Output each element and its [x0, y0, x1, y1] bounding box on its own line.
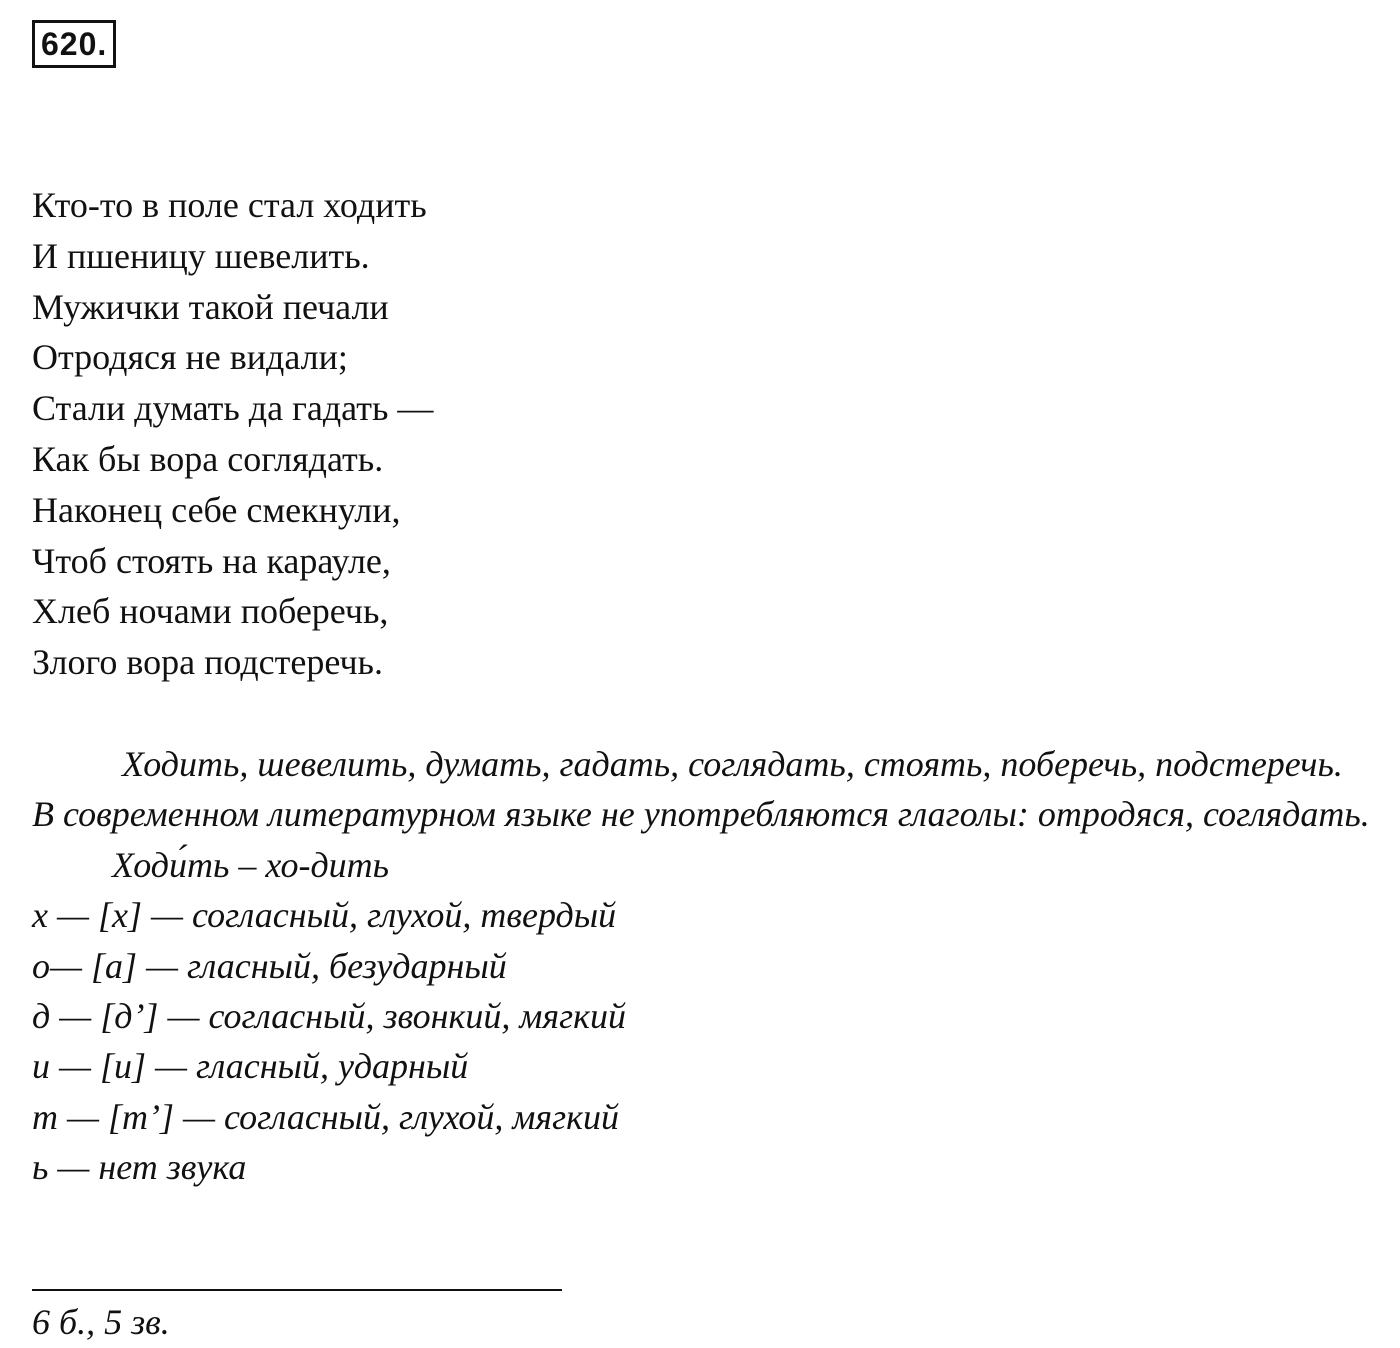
- phonetic-analysis-line: о— [а] — гласный, безударный: [32, 945, 507, 986]
- poem-line: Кто-то в поле стал ходить: [32, 185, 427, 225]
- poem-line: И пшеницу шевелить.: [32, 235, 370, 276]
- phonetic-analysis-line: и — [и] — гласный, ударный: [32, 1046, 469, 1087]
- phonetic-analysis-line: ь — нет звука: [32, 1147, 247, 1188]
- poem: [32, 180, 1372, 688]
- answer-paragraph: Ходить, шевелить, думать, гадать, соглядать, стоять, поберечь, подстеречь. В современном литературном языке не употребляются глаголы: отродяся, соглядать.: [32, 744, 1370, 835]
- poem-line: Хлеб ночами поберечь,: [32, 591, 389, 632]
- poem-line: Наконец себе смекнули,: [32, 489, 401, 530]
- phonetic-analysis-line: д — [д’] — согласный, звонкий, мягкий: [32, 996, 626, 1037]
- poem-line: Отродяся не видали;: [32, 337, 348, 378]
- letters-sounds-summary: 6 б., 5 зв.: [32, 1302, 170, 1342]
- poem-line: Стали думать да гадать —: [32, 388, 434, 429]
- phonetic-analysis-line: т — [т’] — согласный, глухой, мягкий: [32, 1096, 620, 1137]
- footer-divider: [32, 1289, 562, 1291]
- poem-line: Как бы вора соглядать.: [32, 438, 384, 479]
- poem-line: Мужички такой печали: [32, 286, 389, 327]
- phonetic-analysis-line: х — [х] — согласный, глухой, твердый: [32, 895, 617, 936]
- answer-block: [32, 739, 1372, 1193]
- poem-line: Злого вора подстеречь.: [32, 642, 383, 683]
- poem-line: Чтоб стоять на карауле,: [32, 540, 391, 581]
- exercise-number: 620.: [32, 20, 116, 68]
- word-syllables: Ходи́ть – хо-дить: [112, 844, 390, 885]
